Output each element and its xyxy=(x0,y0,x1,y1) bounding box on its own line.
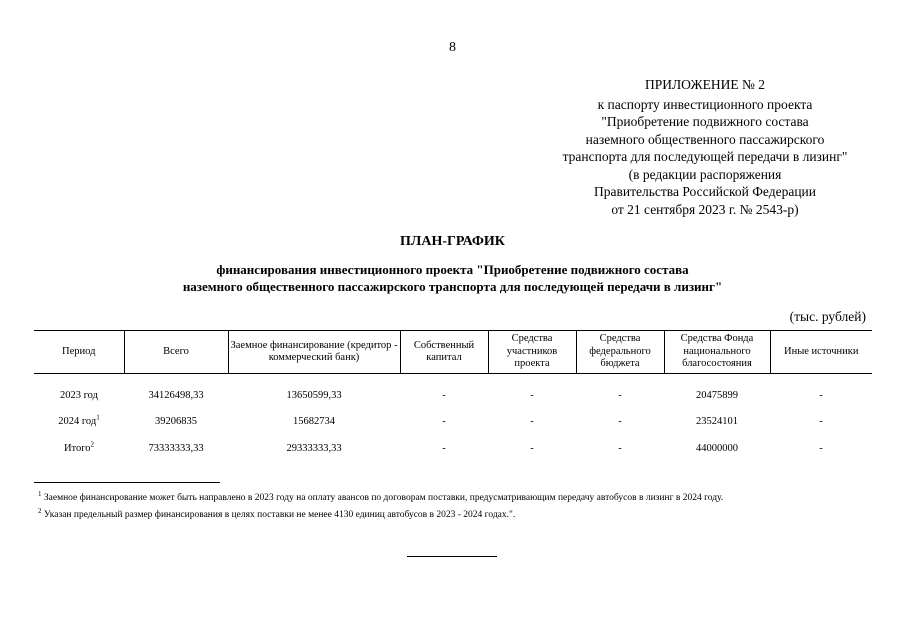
appendix-heading: ПРИЛОЖЕНИЕ № 2 xyxy=(644,77,766,92)
header-total: Всего xyxy=(124,331,228,374)
cell-period xyxy=(34,374,124,409)
cell-participants: - xyxy=(530,416,534,427)
cell-federal: - xyxy=(618,389,622,401)
cell-total: 39206835 xyxy=(155,416,197,427)
cell-federal: - xyxy=(618,416,622,427)
cell-nwf: 20475899 xyxy=(696,389,738,401)
cell-other: - xyxy=(819,443,823,454)
plan-subtitle-line: наземного общественного пассажирского транспорта для последующей передачи в лизинг" xyxy=(182,278,723,294)
appendix-line: к паспорту инвестиционного проекта xyxy=(597,96,813,112)
table-row xyxy=(34,435,872,462)
cell-equity: - xyxy=(442,416,446,427)
cell-loan: 15682734 xyxy=(293,416,335,427)
cell-nwf: 44000000 xyxy=(696,443,738,454)
table-row xyxy=(34,374,872,409)
footnotes xyxy=(38,490,878,524)
footnote-separator xyxy=(34,482,220,483)
header-period: Период xyxy=(34,331,124,374)
appendix-block xyxy=(510,76,900,218)
appendix-line: (в редакции распоряжения xyxy=(628,166,782,182)
appendix-line: наземного общественного пассажирского xyxy=(585,131,825,147)
cell-participants: - xyxy=(530,389,534,401)
plan-subtitle xyxy=(0,262,905,295)
end-separator xyxy=(407,556,497,557)
appendix-line: "Приобретение подвижного состава xyxy=(601,114,809,129)
period-label: 2023 год xyxy=(60,389,98,401)
cell-other: - xyxy=(819,389,823,401)
cell-loan: 13650599,33 xyxy=(286,389,342,401)
units-label: (тыс. рублей) xyxy=(789,309,866,324)
footnote-ref: 2 xyxy=(90,440,95,449)
cell-participants: - xyxy=(530,443,534,454)
period-label: 2024 год xyxy=(58,416,97,427)
cell-equity: - xyxy=(442,443,446,454)
cell-federal: - xyxy=(618,443,622,454)
cell-equity: - xyxy=(442,389,446,401)
footnote xyxy=(38,507,878,524)
cell-total: 34126498,33 xyxy=(148,389,204,401)
header-federal-budget: Средства федерального бюджета xyxy=(576,331,664,374)
cell-loan: 29333333,33 xyxy=(286,443,342,454)
footnote-mark: 1 xyxy=(38,489,42,498)
cell-period xyxy=(34,435,124,462)
plan-title: ПЛАН-ГРАФИК xyxy=(400,234,505,249)
header-other-sources: Иные источники xyxy=(770,331,872,374)
footnote-text: Указан предельный размер финансирования в целях поставки не менее 4130 единиц автобусов в 2023 - 2024 годах.". xyxy=(41,510,516,520)
page-number: 8 xyxy=(449,40,456,55)
footnote-mark: 2 xyxy=(38,506,42,515)
cell-other: - xyxy=(819,416,823,427)
cell-nwf: 23524101 xyxy=(696,416,738,427)
financing-schedule-table xyxy=(34,330,872,462)
appendix-line: Правительства Российской Федерации xyxy=(594,184,816,199)
period-label: Итого xyxy=(63,443,91,454)
header-loan-financing: Заемное финансирование (кредитор - коммерческий банк) xyxy=(228,331,400,374)
table-header-row xyxy=(34,331,872,374)
plan-subtitle-line: финансирования инвестиционного проекта "Приобретение подвижного состава xyxy=(216,262,689,277)
appendix-line: от 21 сентября 2023 г. № 2543-р) xyxy=(611,201,799,217)
cell-total: 73333333,33 xyxy=(148,443,204,454)
header-equity: Собственный капитал xyxy=(400,331,488,374)
header-national-wealth-fund: Средства Фонда национального благосостояния xyxy=(664,331,770,374)
cell-period xyxy=(34,408,124,435)
table-row xyxy=(34,408,872,435)
footnote xyxy=(38,490,878,507)
header-participants-funds: Средства участников проекта xyxy=(488,331,576,374)
appendix-line: транспорта для последующей передачи в лизинг" xyxy=(562,149,848,164)
footnote-ref: 1 xyxy=(96,413,100,422)
footnote-text: Заемное финансирование может быть направлено в 2023 году на оплату авансов по договорам поставки, предусматривающим передачу автобусов в лизинг в 2024 году. xyxy=(41,493,724,503)
